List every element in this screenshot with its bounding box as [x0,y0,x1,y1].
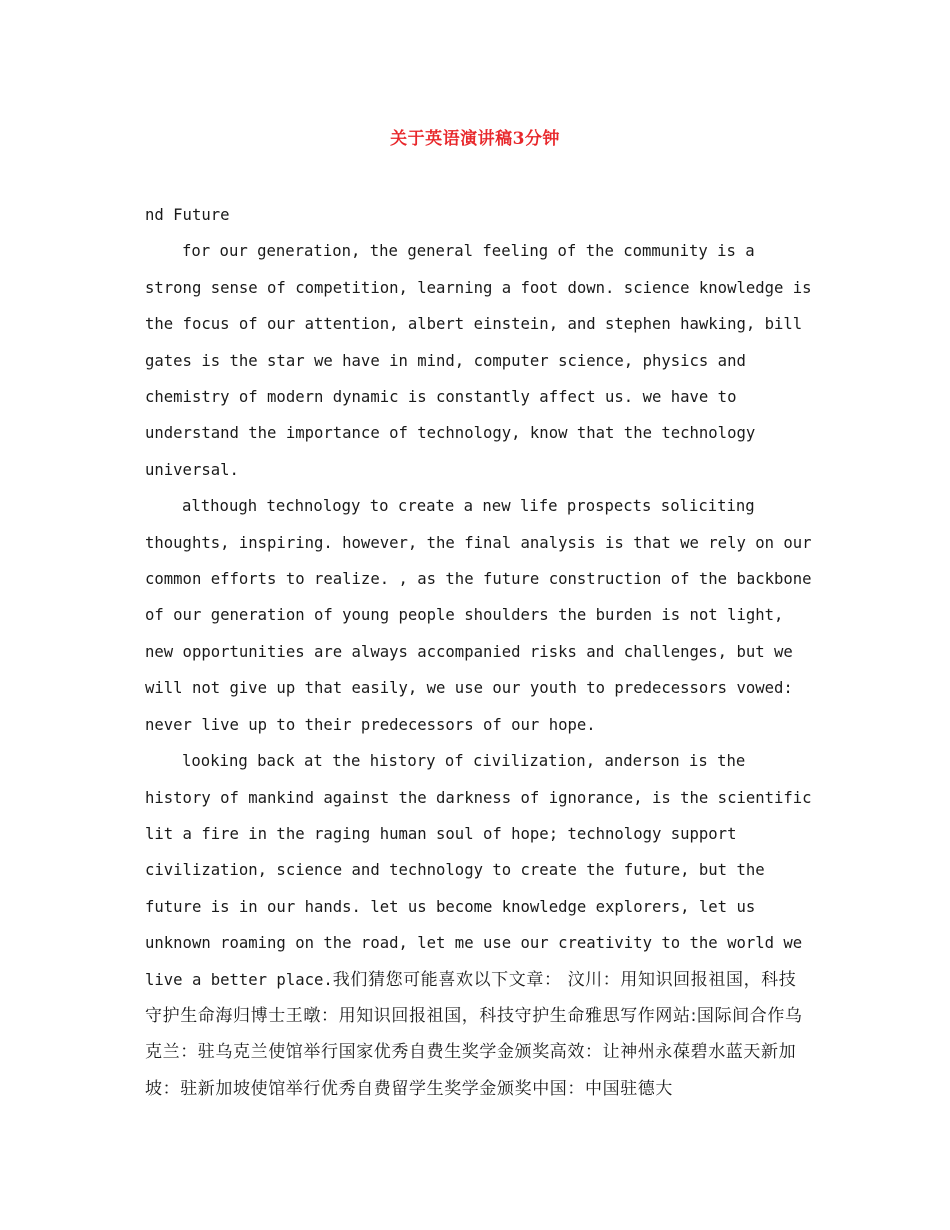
paragraph-2: although technology to create a new life prospects soliciting thoughts, inspiring. however, the final analysis is that we rely on our common efforts to realize. , as the future construction of the backbone of our generation of young people shoulders the burden is not light, new opportunities are always accompanied risks and challenges, but we will not give up that easily, we use our youth to predecessors vowed: never live up to their predecessors of our hope. [145,497,821,734]
related-articles-text: 我们猜您可能喜欢以下文章： 汶川：用知识回报祖国，科技守护生命海归博士王暾：用知识回报祖国，科技守护生命雅思写作网站:国际间合作乌克兰：驻乌克兰使馆举行国家优秀自费生奖学金颁奖高效：让神州永葆碧水蓝天新加坡：驻新加坡使馆举行优秀自费留学生奖学金颁奖中国：中国驻德大 [145,969,803,1099]
paragraph-1: for our generation, the general feeling of the community is a strong sense of competition, learning a foot down. science knowledge is the focus of our attention, albert einstein, and stephen hawking, bill gates is the star we have in mind, computer science, physics and chemistry of modern dynamic is constantly affect us. we have to understand the importance of technology, know that the technology universal. [145,242,821,479]
heading-fragment: nd Future [145,206,230,224]
paragraph-3 [145,743,821,1107]
paragraph-3-text: looking back at the history of civilization, anderson is the history of mankind against the darkness of ignorance, is the scientific lit a fire in the raging human soul of hope; technology support civilization, science and technology to create the future, but the future is in our hands. let us become knowledge explorers, let us unknown roaming on the road, let me use our creativity to the world we live a better place. [145,752,821,989]
document-title: 关于英语演讲稿3分钟 [390,129,560,149]
document-body [145,197,821,1107]
